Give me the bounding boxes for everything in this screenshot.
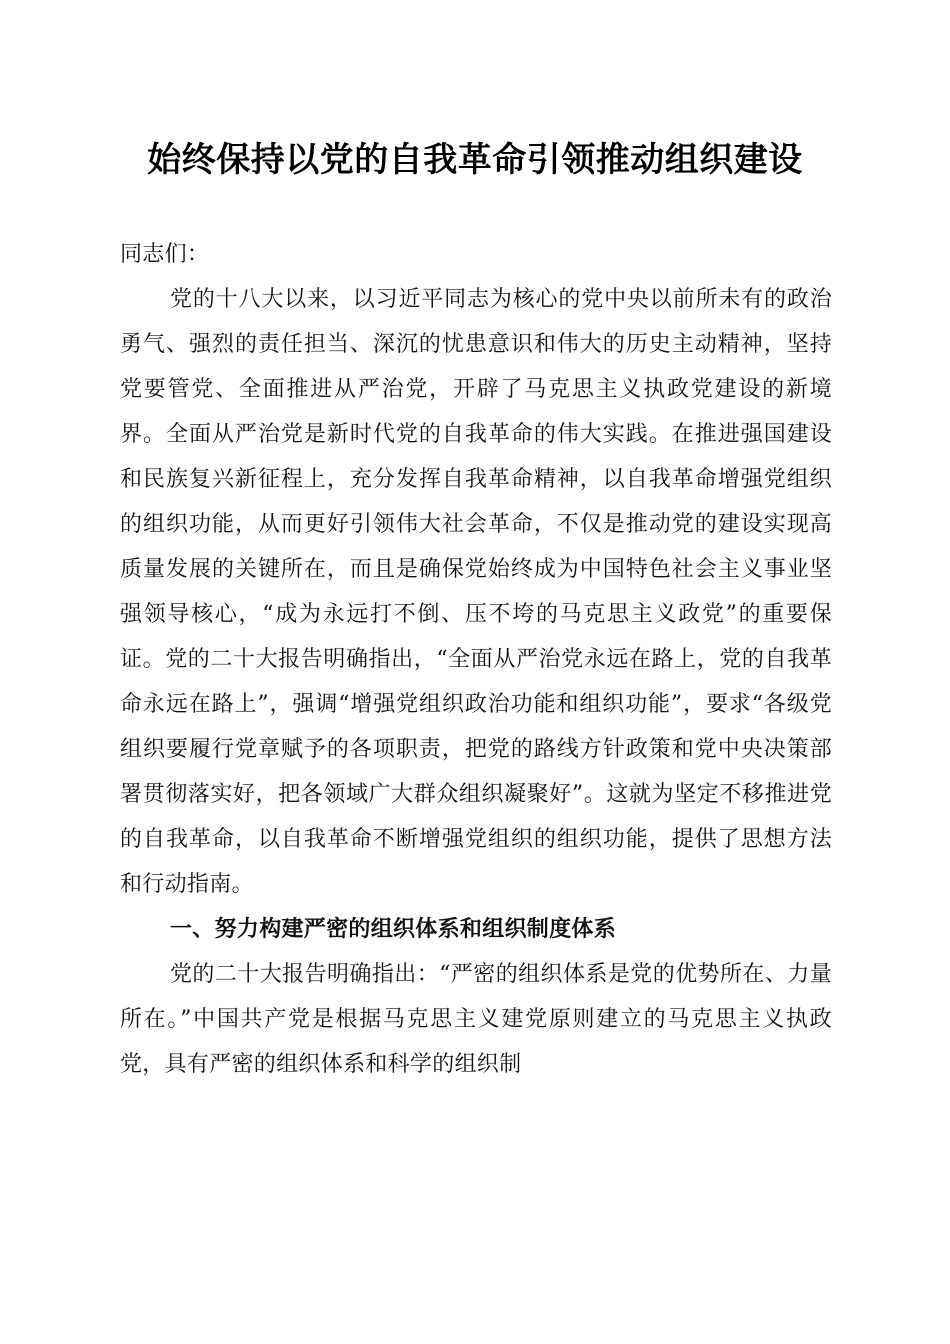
salutation: 同志们： [120, 242, 210, 267]
paragraph-section-1: 党的二十大报告明确指出：“严密的组织体系是党的优势所在、力量所在。”中国共产党是根据马克思主义建党原则建立的马克思主义执政党，具有严密的组织体系和科学的组织制 [120, 962, 832, 1077]
paragraph-intro: 党的十八大以来，以习近平同志为核心的党中央以前所未有的政治勇气、强烈的责任担当、深沉的忧患意识和伟大的历史主动精神，坚持党要管党、全面推进从严治党，开辟了马克思主义执政党建设的新境界。全面从严治党是新时代党的自我革命的伟大实践。在推进强国建设和民族复兴新征程上，充分发挥自我革命精神，以自我革命增强党组织的组织功能，从而更好引领伟大社会革命，不仅是推动党的建设实现高质量发展的关键所在，而且是确保党始终成为中国特色社会主义事业坚强领导核心，“成为永远打不倒、压不垮的马克思主义政党”的重要保证。党的二十大报告明确指出，“全面从严治党永远在路上，党的自我革命永远在路上”，强调“增强党组织政治功能和组织功能”，要求“各级党组织要履行党章赋予的各项职责，把党的路线方针政策和党中央决策部署贯彻落实好，把各领域广大群众组织凝聚好”。这就为坚定不移推进党的自我革命，以自我革命不断增强党组织的组织功能，提供了思想方法和行动指南。 [120, 287, 832, 897]
document-body [120, 232, 832, 1087]
document-title: 始终保持以党的自我革命引领推动组织建设 [147, 140, 803, 180]
section-heading-1: 一、努力构建严密的组织体系和组织制度体系 [170, 917, 617, 942]
